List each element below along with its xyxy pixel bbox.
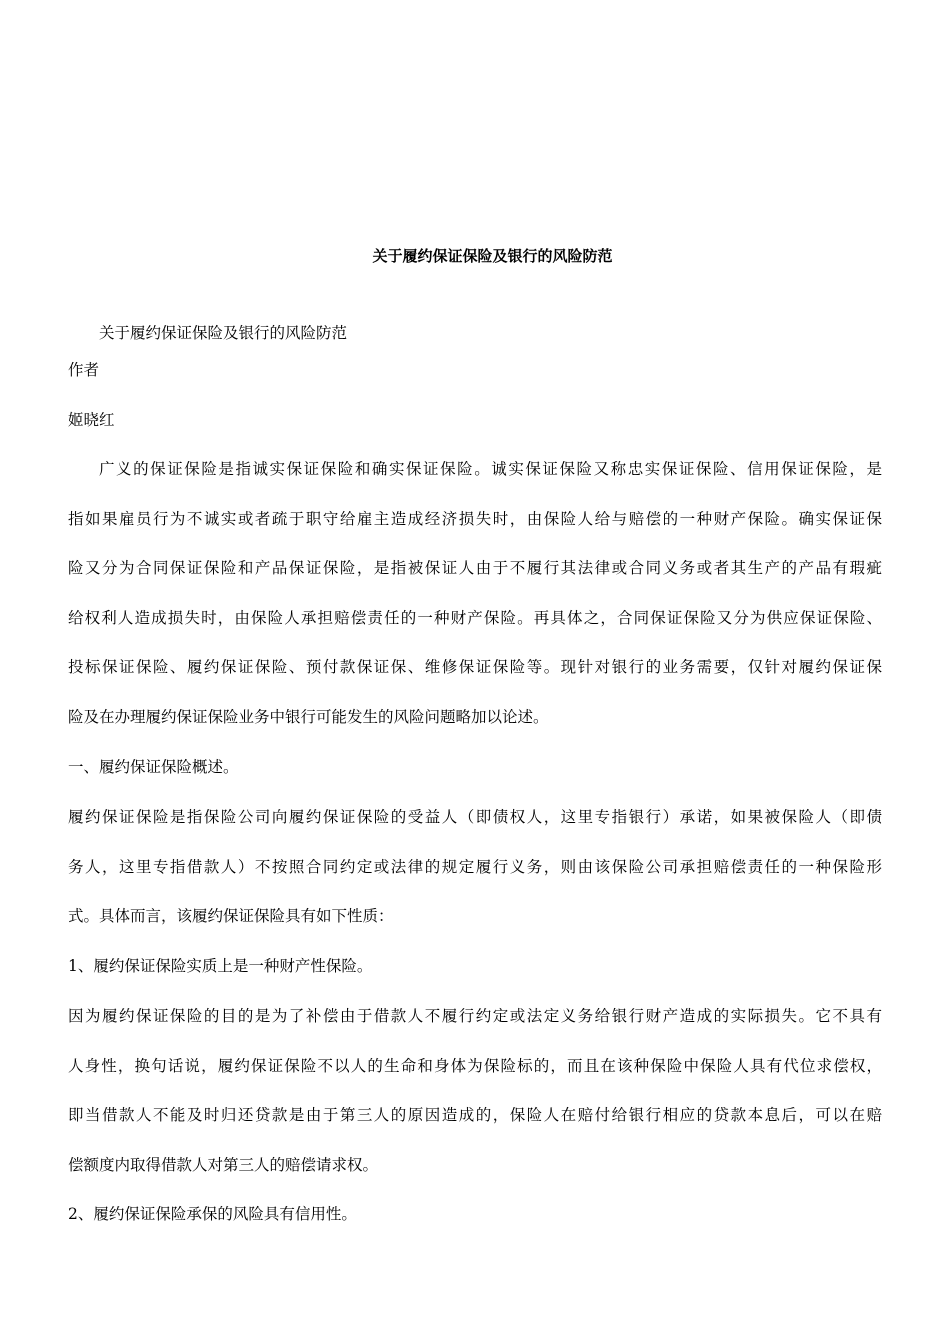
paragraph-line: 即当借款人不能及时归还贷款是由于第三人的原因造成的，保险人在赔付给银行相应的贷款本息后，可以在赔 bbox=[68, 1106, 882, 1125]
paragraph-line: 人身性，换句话说，履约保证保险不以人的生命和身体为保险标的，而且在该种保险中保险人具有代位求偿权， bbox=[68, 1056, 882, 1075]
paragraph-line: 给权利人造成损失时，由保险人承担赔偿责任的一种财产保险。再具体之，合同保证保险又分为供应保证保险、 bbox=[68, 608, 882, 627]
section-heading: 一、履约保证保险概述。 bbox=[68, 758, 239, 776]
paragraph-line: 因为履约保证保险的目的是为了补偿由于借款人不履行约定或法定义务给银行财产造成的实际损失。它不具有 bbox=[68, 1007, 882, 1025]
paragraph-line: 指如果雇员行为不诚实或者疏于职守给雇主造成经济损失时，由保险人给与赔偿的一种财产保险。确实保证保 bbox=[68, 509, 882, 528]
paragraph-line: 履约保证保险是指保险公司向履约保证保险的受益人（即债权人，这里专指银行）承诺，如果被保险人（即债 bbox=[68, 808, 882, 826]
document-title: 关于履约保证保险及银行的风险防范 bbox=[372, 247, 613, 265]
author-label: 作者 bbox=[68, 361, 100, 379]
paragraph-line: 险及在办理履约保证保险业务中银行可能发生的风险问题略加以论述。 bbox=[68, 707, 549, 726]
document-subtitle: 关于履约保证保险及银行的风险防范 bbox=[99, 324, 348, 342]
paragraph-line: 广义的保证保险是指诚实保证保险和确实保证保险。诚实保证保险又称忠实保证保险、信用保证保险，是 bbox=[99, 460, 882, 478]
point-heading: 2、履约保证保险承保的风险具有信用性。 bbox=[68, 1205, 357, 1223]
paragraph-line: 式。具体而言，该履约保证保险具有如下性质： bbox=[68, 907, 394, 926]
paragraph-line: 偿额度内取得借款人对第三人的赔偿请求权。 bbox=[68, 1155, 379, 1174]
point1-paragraph bbox=[68, 992, 882, 1190]
paragraph-line: 务人，这里专指借款人）不按照合同约定或法律的规定履行义务，则由该保险公司承担赔偿责任的一种保险形 bbox=[68, 857, 882, 876]
paragraph-line: 投标保证保险、履约保证保险、预付款保证保、维修保证保险等。现针对银行的业务需要，仅针对履约保证保 bbox=[68, 658, 882, 677]
intro-paragraph bbox=[68, 445, 882, 743]
point-heading: 1、履约保证保险实质上是一种财产性保险。 bbox=[68, 957, 373, 975]
author-name: 姬晓红 bbox=[68, 411, 115, 429]
paragraph-line: 险又分为合同保证保险和产品保证保险，是指被保证人由于不履行其法律或合同义务或者其生产的产品有瑕疵 bbox=[68, 559, 882, 578]
section1-paragraph bbox=[68, 793, 882, 942]
